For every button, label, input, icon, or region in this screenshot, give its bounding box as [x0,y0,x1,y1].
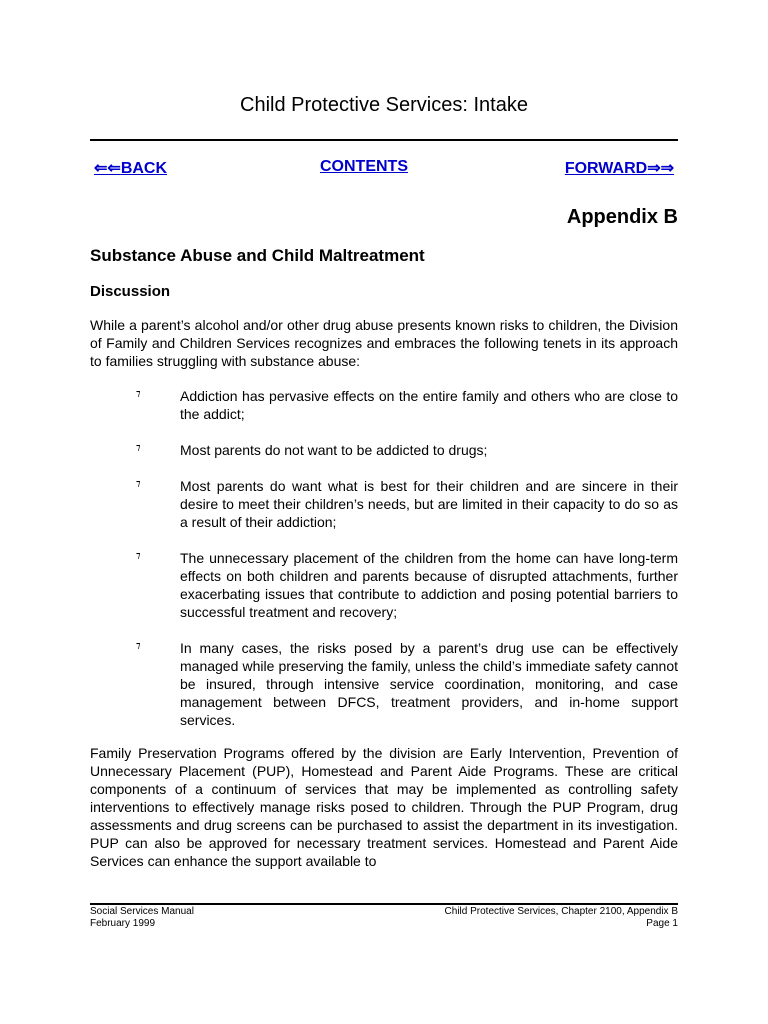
forward-link-label: FORWARD [564,160,648,177]
bullet-icon: ⁊ [136,442,141,452]
footer-manual-name: Social Services Manual [90,906,194,917]
document-page [90,0,678,1024]
back-link-label: BACK [120,160,168,177]
list-item-text: The unnecessary placement of the children from the home can have long-term effects on both children and parents because of disrupted attachments, further exacerbating issues that contribute to addiction and posing potential barriers to successful treatment and recovery; [180,550,678,620]
footer-left [90,906,194,930]
document-title: Child Protective Services: Intake [240,94,528,116]
tenets-list [90,387,678,747]
back-arrow-icon: ⇐⇐ [94,160,121,177]
footer-date: February 1999 [90,918,156,929]
footer-page-number: Page 1 [646,918,678,929]
appendix-heading: Appendix B [566,206,678,228]
list-item-text: In many cases, the risks posed by a parent’s drug use can be effectively managed while preserving the family, unless the child’s immediate safety cannot be insured, through intensive service coordination, monitoring, and case management between DFCS, treatment providers, and in-home support services. [180,640,678,728]
back-link[interactable] [94,158,167,178]
list-item-text: Most parents do not want to be addicted to drugs; [180,442,488,458]
forward-arrow-icon: ⇒⇒ [647,160,674,177]
header-divider [90,139,678,141]
bullet-icon: ⁊ [136,388,141,398]
subsection-title: Discussion [90,283,171,300]
list-item-text: Most parents do want what is best for their children and are sincere in their desire to meet their children’s needs, but are limited in their capacity to do so as a result of their addiction; [180,478,678,530]
bullet-icon: ⁊ [136,640,141,650]
forward-link[interactable] [565,158,674,178]
outro-paragraph: Family Preservation Programs offered by the division are Early Intervention, Prevention of Unnecessary Placement (PUP), Homestead and Parent Aide Programs. These are critical components of a continuum of services that may be implemented as controlling safety interventions to effectively manage risks posed to children. Through the PUP Program, drug assessments and drug screens can be purchased to assist the department in its investigation. PUP can also be approved for necessary treatment services. Homestead and Parent Aide Services can enhance the support available to [90,745,678,869]
navigation-bar [90,158,678,180]
section-title: Substance Abuse and Child Maltreatment [90,246,425,265]
list-item [90,639,678,729]
bullet-icon: ⁊ [136,478,141,488]
list-item [90,477,678,531]
footer-chapter: Child Protective Services, Chapter 2100, Appendix B [444,906,678,917]
footer-right [445,906,678,930]
intro-paragraph: While a parent’s alcohol and/or other drug abuse presents known risks to children, the Division of Family and Children Services recognizes and embraces the following tenets in its approach to families struggling with substance abuse: [90,317,678,369]
list-item [90,549,678,621]
list-item-text: Addiction has pervasive effects on the entire family and others who are close to the addict; [180,388,678,422]
list-item [90,387,678,423]
footer-divider [90,903,678,905]
bullet-icon: ⁊ [136,550,141,560]
list-item [90,441,678,459]
contents-link[interactable]: CONTENTS [320,158,408,175]
